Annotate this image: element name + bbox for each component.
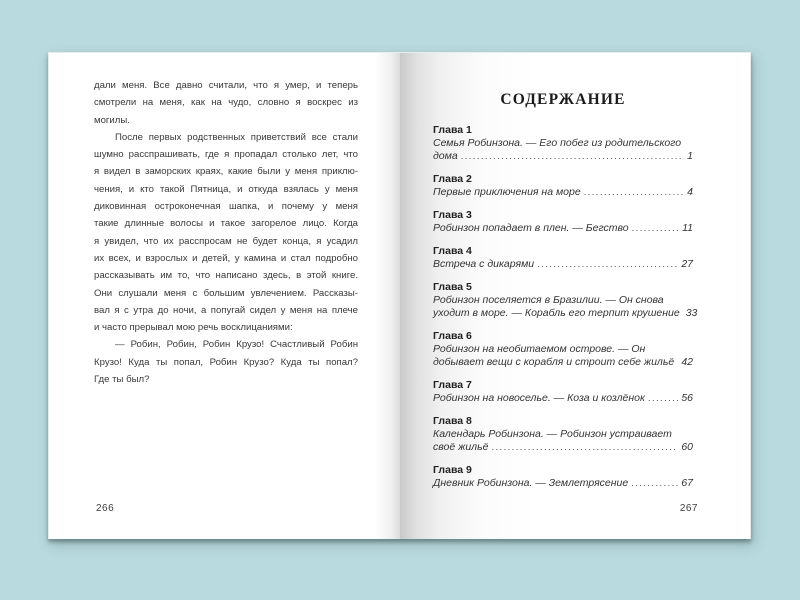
- toc-chapter-heading: Глава 5: [433, 281, 472, 293]
- body-text-line: я увидел, что их расспросам не будет конца, я усадил: [94, 235, 358, 247]
- body-text-line: Где ты был?: [94, 374, 150, 386]
- toc-dot-leader: [631, 477, 678, 490]
- body-text: [94, 77, 358, 388]
- body-text-line: дали меня. Все давно считали, что я умер, и теперь: [94, 80, 358, 91]
- toc-chapter-description: [433, 150, 693, 163]
- toc-chapter-description: [433, 356, 693, 369]
- toc-chapter-tail: своё жильё: [433, 441, 489, 453]
- toc-page-number: 67: [681, 477, 693, 489]
- toc-dot-leader: [648, 392, 678, 405]
- body-text-line: чения, и кто такой Пятница, и откуда взялась у меня: [94, 183, 358, 195]
- toc-chapter-description: Робинзон на необитаемом острове. — Он: [433, 343, 646, 355]
- toc-chapter-description: Семья Робинзона. — Его побег из родительского: [433, 137, 682, 149]
- toc-title: СОДЕРЖАНИЕ: [500, 91, 626, 108]
- body-text-line: могилы.: [94, 114, 130, 126]
- toc-entry: [433, 415, 693, 454]
- toc-dot-leader: [537, 258, 678, 271]
- toc-dot-leader: [677, 356, 678, 369]
- book-spread: [48, 52, 751, 539]
- toc-chapter-tail: Первые приключения на море: [433, 186, 581, 198]
- toc-chapter-tail: дома: [433, 150, 458, 162]
- toc-chapter-heading: Глава 2: [433, 173, 472, 185]
- toc-page-number: 27: [681, 258, 693, 270]
- toc-chapter-description: [433, 441, 693, 454]
- toc-chapter-tail: добывает вещи с корабля и строит себе жильё: [433, 356, 675, 368]
- body-text-line: смотрели на меня, как на чудо, словно я воскрес из: [94, 97, 358, 109]
- body-text-line: Крузо! Куда ты попал, Робин Крузо? Куда ты попал?: [94, 356, 358, 368]
- toc-chapter-description: [433, 477, 693, 490]
- right-page: [400, 52, 751, 539]
- body-text-line: диковинная остроконечная шапка, и почему у меня: [94, 201, 358, 213]
- toc-dot-leader: [632, 222, 679, 235]
- toc-chapter-description: Робинзон поселяется в Бразилии. — Он снова: [433, 294, 664, 306]
- toc-chapter-description: Календарь Робинзона. — Робинзон устраивает: [433, 428, 672, 440]
- toc-chapter-tail: Дневник Робинзона. — Землетрясение: [433, 477, 629, 489]
- toc-entry: [433, 245, 693, 271]
- toc-entry: [433, 281, 698, 320]
- toc-page-number: 1: [687, 150, 693, 162]
- toc-chapter-tail: Встреча с дикарями: [433, 258, 535, 270]
- toc-chapter-heading: Глава 8: [433, 415, 472, 427]
- body-text-line: рассказывать им то, что написано здесь, в этой книге.: [94, 270, 358, 282]
- toc-page-number: 33: [685, 307, 698, 319]
- toc-dot-leader: [491, 441, 678, 454]
- toc-entry: [433, 379, 693, 405]
- left-page-number: 266: [96, 503, 115, 514]
- table-of-contents: [433, 91, 698, 500]
- body-text-line: После первых родственных приветствий все стали: [115, 131, 358, 143]
- toc-entry: [433, 464, 693, 490]
- toc-dot-leader: [584, 186, 684, 199]
- toc-entry: [433, 209, 693, 235]
- body-text-line: Они слушали меня с большим увлечением. Рассказы-: [94, 287, 358, 299]
- toc-chapter-heading: Глава 4: [433, 245, 472, 257]
- toc-page-number: 42: [681, 356, 693, 368]
- toc-chapter-description: [433, 222, 693, 235]
- toc-chapter-heading: Глава 6: [433, 330, 472, 342]
- body-text-line: вал я с утра до ночи, а попугай сидел у меня на плече: [94, 304, 358, 316]
- toc-dot-leader: [461, 150, 684, 163]
- toc-entry: [433, 173, 693, 199]
- toc-chapter-heading: Глава 1: [433, 124, 472, 136]
- toc-chapter-tail: уходит в море. — Корабль его терпит крушение: [433, 307, 680, 319]
- right-page-number: 267: [679, 503, 698, 514]
- toc-chapter-description: [433, 392, 693, 405]
- body-text-line: их всех, и взрослых и детей, у камина и стал подробно: [94, 252, 358, 264]
- toc-page-number: 4: [687, 186, 693, 198]
- toc-chapter-description: [433, 258, 693, 271]
- toc-chapter-description: [433, 186, 693, 199]
- left-page: [48, 52, 400, 539]
- toc-chapter-tail: Робинзон на новоселье. — Коза и козлёнок: [433, 392, 645, 404]
- body-text-line: и часто прерывал мою речь восклицаниями:: [94, 322, 293, 334]
- toc-chapter-heading: Глава 7: [433, 379, 472, 391]
- toc-entries: [433, 124, 698, 490]
- toc-entry: [433, 330, 693, 369]
- body-text-line: шумно расспрашивать, где я пропадал столько лет, что: [94, 149, 358, 161]
- toc-chapter-description: [433, 307, 698, 320]
- toc-chapter-tail: Робинзон попадает в плен. — Бегство: [433, 222, 629, 234]
- body-text-line: я видел в заморских краях, какие были у меня приклю-: [94, 166, 358, 178]
- toc-page-number: 11: [682, 222, 693, 234]
- toc-page-number: 56: [681, 392, 693, 404]
- toc-chapter-heading: Глава 3: [433, 209, 472, 221]
- body-text-line: — Робин, Робин, Робин Крузо! Счастливый Робин: [115, 339, 358, 351]
- toc-page-number: 60: [681, 441, 693, 453]
- toc-entry: [433, 124, 693, 163]
- body-text-line: такие длинные волосы и такое загорелое лицо. Когда: [94, 218, 358, 230]
- toc-chapter-heading: Глава 9: [433, 464, 472, 476]
